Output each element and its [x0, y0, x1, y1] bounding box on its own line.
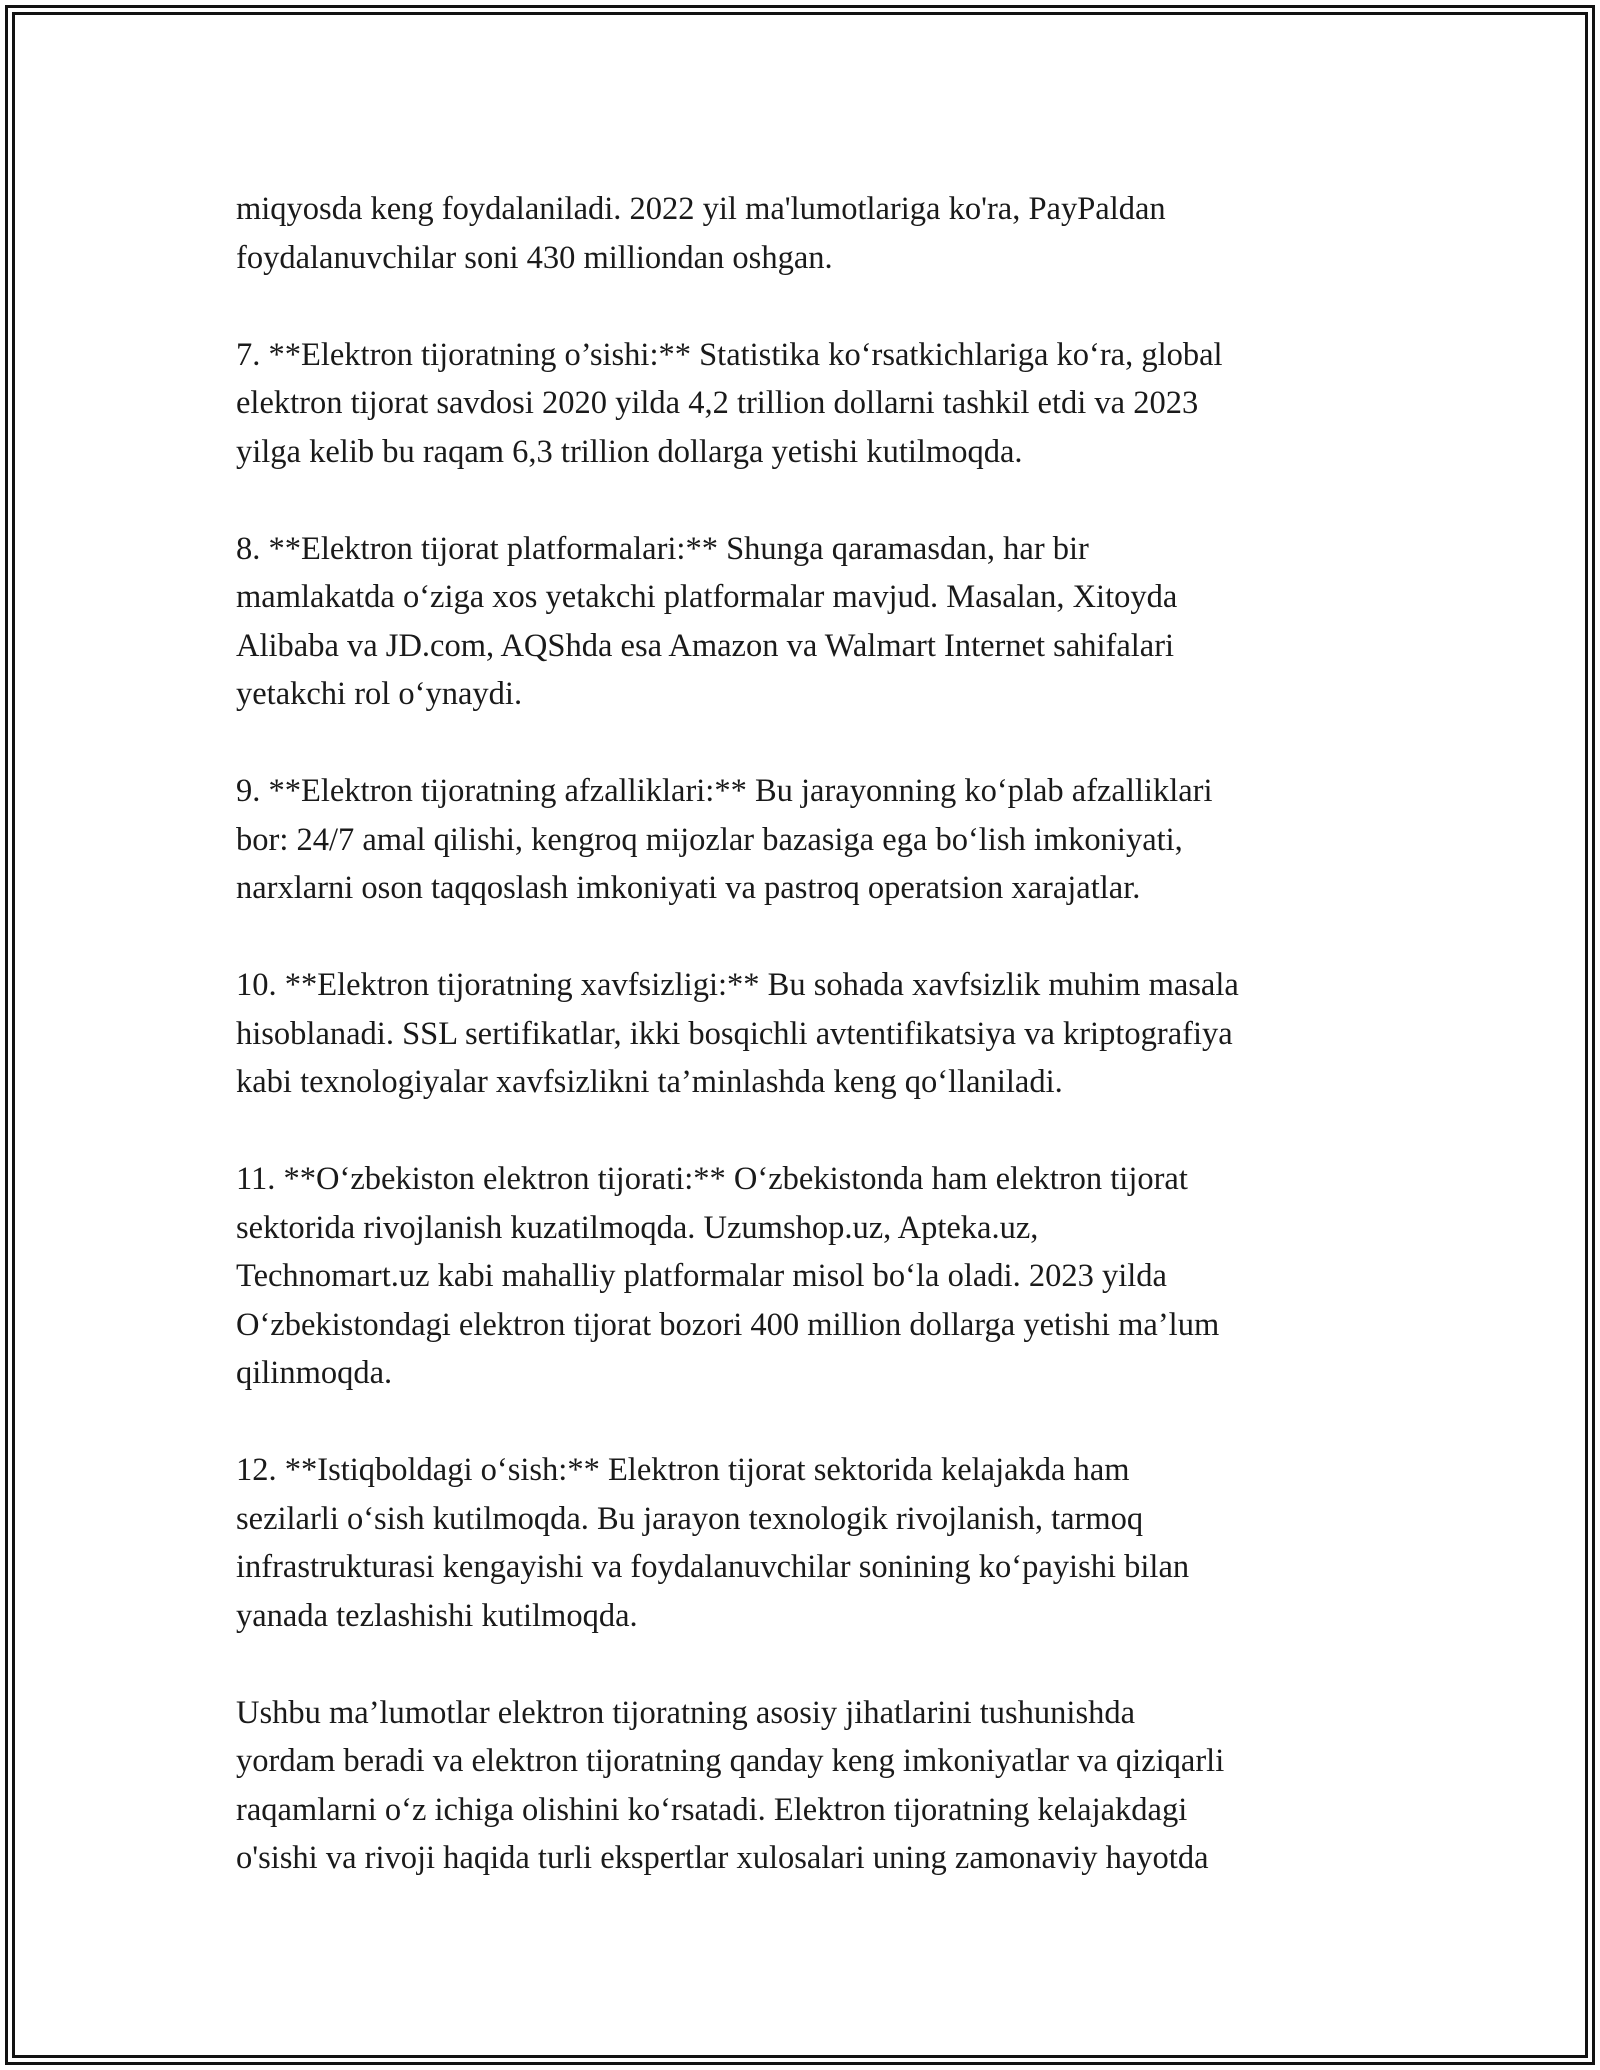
text-line: yordam beradi va elektron tijoratning qanday keng imkoniyatlar va qiziqarli: [236, 1743, 1225, 1779]
text-line: sezilarli o‘sish kutilmoqda. Bu jarayon texnologik rivojlanish, tarmoq: [236, 1500, 1144, 1537]
text-line: yanada tezlashishi kutilmoqda.: [236, 1597, 638, 1634]
text-line: 12. **Istiqboldagi o‘sish:** Elektron tijorat sektorida kelajakda ham: [236, 1452, 1130, 1488]
text-line: qilinmoqda.: [236, 1355, 393, 1391]
paragraph-conclusion: [236, 1689, 1416, 1883]
text-line: miqyosda keng foydalaniladi. 2022 yil ma'lumotlariga ko'ra, PayPaldan: [236, 191, 1166, 227]
text-line: 7. **Elektron tijoratning o’sishi:** Statistika ko‘rsatkichlariga ko‘ra, global: [236, 336, 1223, 373]
paragraph-item-9: [236, 767, 1416, 913]
text-line: narxlarni oson taqqoslash imkoniyati va pastroq operatsion xarajatlar.: [236, 870, 1141, 906]
text-line: 10. **Elektron tijoratning xavfsizligi:** Bu sohada xavfsizlik muhim masala: [236, 967, 1239, 1003]
text-line: infrastrukturasi kengayishi va foydalanuvchilar sonining ko‘payishi bilan: [236, 1549, 1190, 1585]
paragraph-item-11: [236, 1155, 1416, 1398]
paragraph-item-10: [236, 961, 1416, 1107]
text-line: 11. **O‘zbekiston elektron tijorati:** O‘zbekistonda ham elektron tijorat: [236, 1161, 1188, 1197]
text-line: yilga kelib bu raqam 6,3 trillion dollarga yetishi kutilmoqda.: [236, 433, 1023, 470]
text-line: mamlakatda o‘ziga xos yetakchi platformalar mavjud. Masalan, Xitoyda: [236, 579, 1178, 615]
paragraph-item-8: [236, 525, 1416, 719]
text-line: yetakchi rol o‘ynaydi.: [236, 676, 523, 712]
text-line: 8. **Elektron tijorat platformalari:** Shunga qaramasdan, har bir: [236, 530, 1089, 567]
text-line: foydalanuvchilar soni 430 milliondan oshgan.: [236, 239, 833, 276]
text-line: sektorida rivojlanish kuzatilmoqda. Uzumshop.uz, Apteka.uz,: [236, 1209, 1039, 1246]
text-line: Ushbu ma’lumotlar elektron tijoratning asosiy jihatlarini tushunishda: [236, 1694, 1136, 1731]
text-line: raqamlarni o‘z ichiga olishini ko‘rsatadi. Elektron tijoratning kelajakdagi: [236, 1791, 1188, 1828]
text-line: O‘zbekistondagi elektron tijorat bozori 400 million dollarga yetishi ma’lum: [236, 1306, 1220, 1343]
paragraph-item-7: [236, 331, 1416, 477]
paragraph-paypal-continuation: [236, 185, 1416, 282]
text-line: Technomart.uz kabi mahalliy platformalar misol bo‘la oladi. 2023 yilda: [236, 1258, 1167, 1294]
text-line: o'sishi va rivoji haqida turli ekspertlar xulosalari uning zamonaviy hayotda: [236, 1840, 1209, 1876]
document-body: [236, 185, 1416, 1931]
text-line: Alibaba va JD.com, AQShda esa Amazon va Walmart Internet sahifalari: [236, 627, 1175, 664]
text-line: kabi texnologiyalar xavfsizlikni ta’minlashda keng qo‘llaniladi.: [236, 1064, 1063, 1100]
text-line: elektron tijorat savdosi 2020 yilda 4,2 trillion dollarni tashkil etdi va 2023: [236, 385, 1199, 421]
paragraph-item-12: [236, 1446, 1416, 1640]
text-line: 9. **Elektron tijoratning afzalliklari:** Bu jarayonning ko‘plab afzalliklari: [236, 773, 1213, 809]
text-line: hisoblanadi. SSL sertifikatlar, ikki bosqichli avtentifikatsiya va kriptografiya: [236, 1015, 1233, 1052]
text-line: bor: 24/7 amal qilishi, kengroq mijozlar bazasiga ega bo‘lish imkoniyati,: [236, 821, 1183, 858]
